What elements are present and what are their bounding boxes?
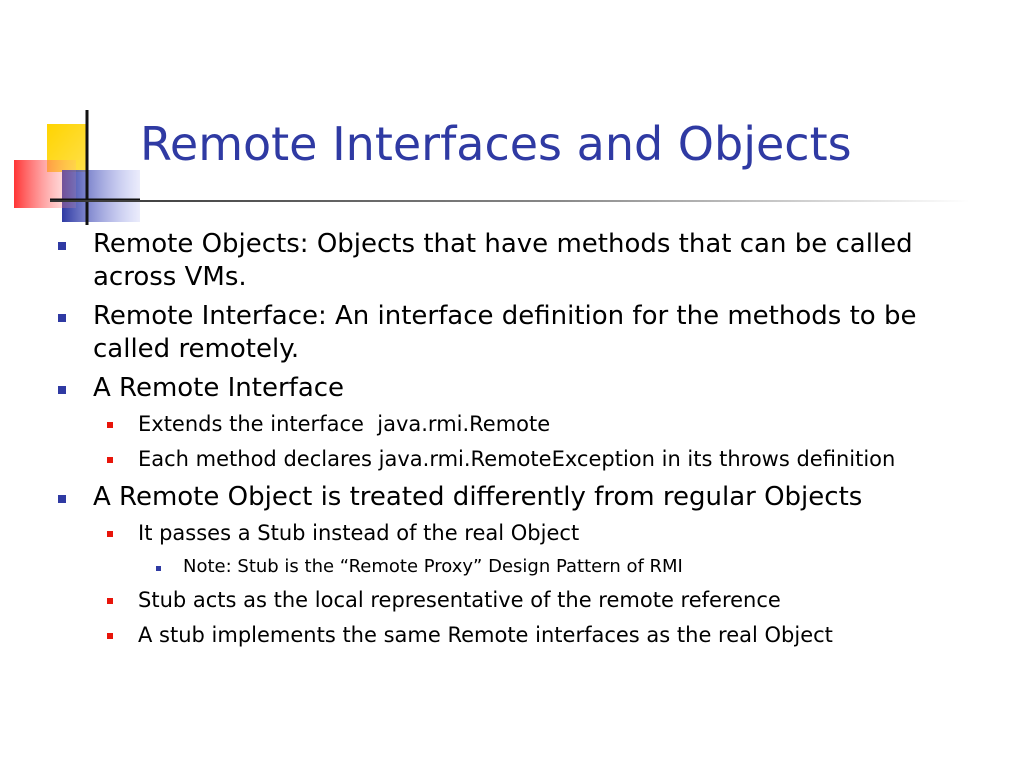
bullet-item-level-2 <box>50 622 928 649</box>
bullet-text: It passes a Stub instead of the real Object <box>138 521 580 545</box>
bullet-item-level-3 <box>50 555 980 579</box>
square-bullet-icon <box>58 314 66 322</box>
bullet-item-level-1 <box>50 300 953 366</box>
square-bullet-icon <box>107 633 113 639</box>
bullet-item-level-1 <box>50 481 953 514</box>
square-bullet-icon <box>107 531 113 537</box>
bullet-item-level-2 <box>50 411 928 438</box>
bullet-text: Extends the interface java.rmi.Remote <box>138 412 551 436</box>
square-bullet-icon <box>58 242 66 250</box>
bullet-text: A Remote Interface <box>93 373 345 403</box>
bullet-item-level-1 <box>50 228 953 294</box>
bullet-item-level-1 <box>50 372 953 405</box>
bullet-text: A Remote Object is treated differently from regular Objects <box>93 482 863 512</box>
square-bullet-icon <box>58 495 66 503</box>
title-divider <box>50 200 970 202</box>
square-bullet-icon <box>58 386 66 394</box>
bullet-text: Each method declares java.rmi.RemoteException in its throws definition <box>138 447 896 471</box>
bullet-text: Remote Objects: Objects that have methods that can be called across VMs. <box>93 229 913 292</box>
bullet-item-level-2 <box>50 520 928 547</box>
bullet-item-level-2 <box>50 587 928 614</box>
square-bullet-icon <box>156 566 161 571</box>
bullet-text: Stub acts as the local representative of the remote reference <box>138 588 781 612</box>
slide-title: Remote Interfaces and Objects <box>140 117 852 171</box>
bullet-list <box>50 228 980 657</box>
bullet-text: Note: Stub is the “Remote Proxy” Design Pattern of RMI <box>183 556 683 577</box>
bullet-item-level-2 <box>50 446 928 473</box>
bullet-text: A stub implements the same Remote interfaces as the real Object <box>138 623 833 647</box>
square-bullet-icon <box>107 457 113 463</box>
bullet-text: Remote Interface: An interface definition for the methods to be called remotely. <box>93 301 917 364</box>
square-bullet-icon <box>107 598 113 604</box>
square-bullet-icon <box>107 422 113 428</box>
